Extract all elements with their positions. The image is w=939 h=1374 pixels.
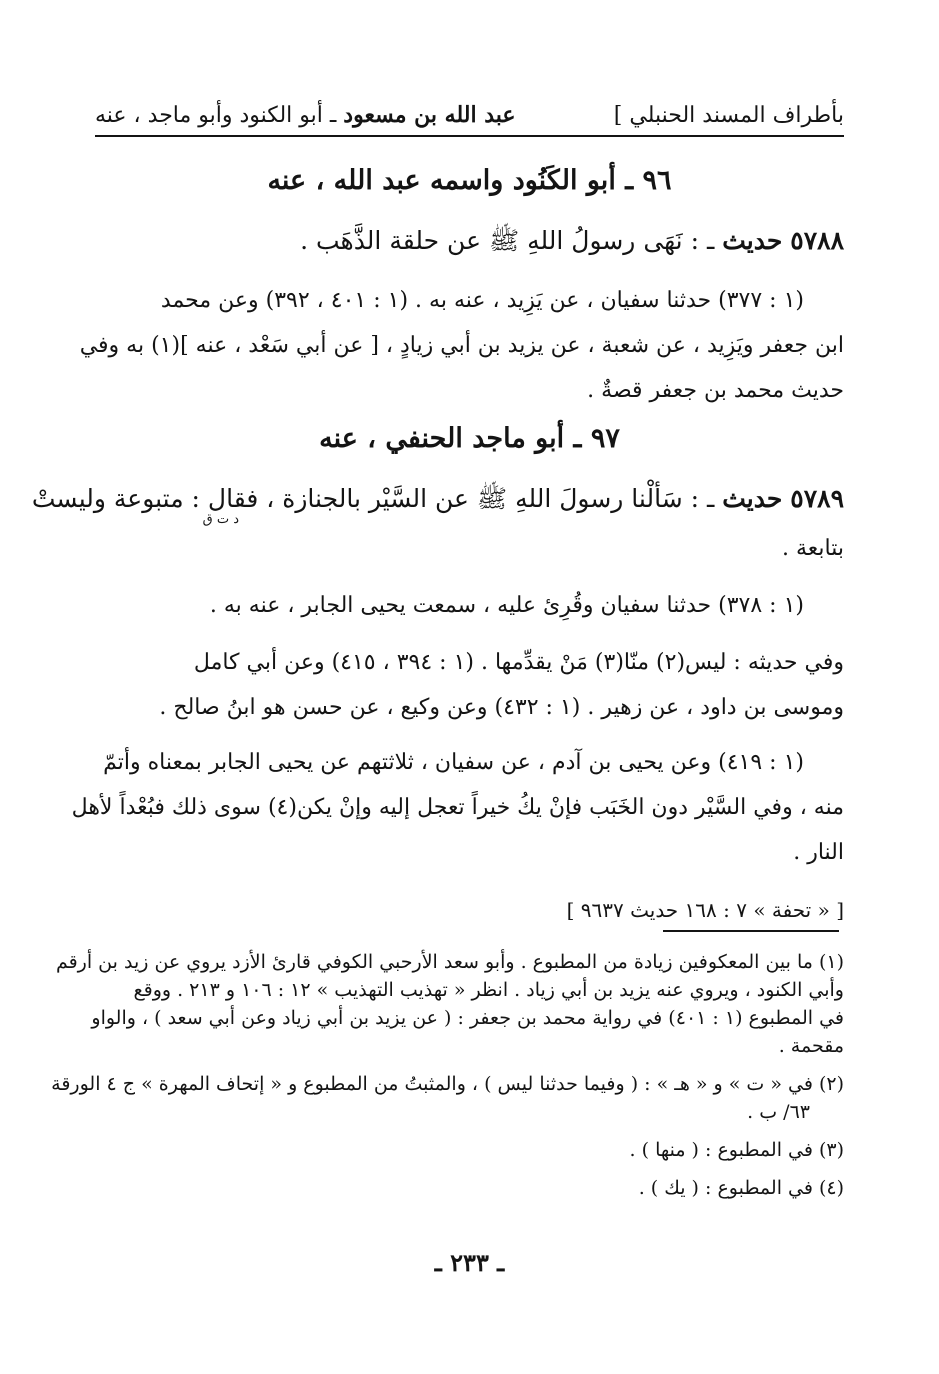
- footnote-number: (٢): [818, 1073, 844, 1095]
- text-line: (١ : ٣٧٧) حدثنا سفيان ، عن يَزِيد ، عنه به . (١ : ٤٠١ ، ٣٩٢) وعن محمد: [160, 288, 804, 313]
- footnote-line: في المطبوع (١ : ٤٠١) في رواية محمد بن جعفر : ( عن يزيد بن أبي زياد وعن أبي سعد ) ، والواو: [91, 1007, 844, 1029]
- hadith-label: حديث: [722, 226, 783, 255]
- hadith-label: حديث: [722, 484, 783, 513]
- section-title-96: ٩٦ ـ أبو الكَنُود واسمه عبد الله ، عنه: [267, 165, 672, 196]
- hadith-number: ٥٧٨٨: [790, 226, 844, 255]
- footnote-text: في المطبوع : ( منها ) .: [629, 1139, 813, 1161]
- footnote-number: (٣): [818, 1139, 844, 1161]
- footnote-text: ما بين المعكوفين زيادة من المطبوع . وأبو سعد الأرحبي الكوفي قارئ الأزد يروي عن زيد بن أرقم: [55, 951, 813, 973]
- text-line: حديث محمد بن جعفر قصةٌ .: [587, 378, 844, 403]
- text-line: منه ، وفي السَّيْر دون الخَبَب فإنْ يكُ خيراً تعجل إليه وإنْ يكن(٤) سوى ذلك فبُعْداً لأهل: [71, 795, 844, 820]
- footnote-text: في « ت » و « هـ » : ( وفيما حدثنا ليس ) ، والمثبتُ من المطبوع و « إتحاف المهرة » ج ٤ الورقة: [51, 1073, 813, 1095]
- paragraph-isnad-2: [95, 583, 844, 628]
- source-sigla: د ت ق: [202, 512, 239, 527]
- text-line: وفي حديثه : ليس(٢) منّا(٣) مَنْ يقدِّمها . (١ : ٣٩٤ ، ٤١٥) وعن أبي كامل: [193, 650, 844, 675]
- footnote-line: [51, 1070, 844, 1098]
- footnote-line: وأبي الكنود ، ويروي عنه يزيد بن أبي زياد . انظر « تهذيب التهذيب » ١٢ : ١٠٦ و ٢١٣ . ووقع: [133, 979, 844, 1001]
- footnote-4: [95, 1174, 844, 1202]
- footnote-line: [55, 948, 844, 976]
- footnote-2: [51, 1070, 844, 1126]
- footnotes: [51, 948, 844, 1212]
- paragraph-isnad-1: [79, 278, 844, 413]
- footnote-line: ٦٣/ ب .: [747, 1101, 810, 1123]
- footnote-number: (١): [818, 951, 844, 973]
- header-book-title: بأطراف المسند الحنبلي ]: [613, 102, 844, 128]
- footnote-3: [95, 1136, 844, 1164]
- section-title-97: ٩٧ ـ أبو ماجد الحنفي ، عنه: [319, 423, 620, 454]
- running-header: [95, 95, 844, 137]
- hadith-number: ٥٧٨٩: [790, 484, 844, 513]
- paragraph-variant: [95, 640, 844, 730]
- page-number: ـ ٢٣٣ ـ: [434, 1248, 505, 1277]
- hadith-text: ـ : سَألْنا رسولَ اللهِ ﷺ عن السَّيْر بالجنازة ، فقال : متبوعة وليستْ: [31, 484, 723, 513]
- footnote-text: في المطبوع : ( يك ) .: [638, 1177, 813, 1199]
- footnote-1: [55, 948, 844, 1060]
- hadith-5789-continued: بتابعة .: [782, 536, 844, 561]
- footnote-line: [95, 1174, 844, 1202]
- tuhfa-reference: [ « تحفة » ٧ : ١٦٨ حديث ٩٦٣٧ ]: [566, 898, 844, 922]
- footnote-separator: [663, 930, 839, 932]
- text-line: (١ : ٣٧٨) حدثنا سفيان وقُرِئ عليه ، سمعت يحيى الجابر ، عنه به .: [209, 593, 804, 618]
- text-line: ابن جعفر ويَزِيد ، عن شعبة ، عن يزيد بن أبي زيادٍ ، [ عن أبي سَعْد ، عنه ](١) به وفي: [79, 333, 844, 358]
- hadith-5788: [95, 222, 844, 260]
- header-chapter-bold: عبد الله بن مسعود: [343, 102, 516, 128]
- header-chapter: [95, 102, 516, 128]
- text-line: النار .: [793, 840, 844, 865]
- footnote-line: [95, 1136, 844, 1164]
- footnote-line: مقحمة .: [778, 1035, 844, 1057]
- paragraph-isnad-3: [71, 740, 844, 875]
- text-line: وموسى بن داود ، عن زهير . (١ : ٤٣٢) وعن وكيع ، عن حسن هو ابنُ صالح .: [159, 695, 844, 720]
- header-chapter-rest: ـ أبو الكنود وأبو ماجد ، عنه: [95, 103, 344, 128]
- text-line: (١ : ٤١٩) وعن يحيى بن آدم ، عن سفيان ، ثلاثتهم عن يحيى الجابر بمعناه وأتمّ: [103, 750, 804, 775]
- hadith-text: ـ : نَهَى رسولُ اللهِ ﷺ عن حلقة الذَّهَب .: [300, 226, 723, 255]
- footnote-number: (٤): [818, 1177, 844, 1199]
